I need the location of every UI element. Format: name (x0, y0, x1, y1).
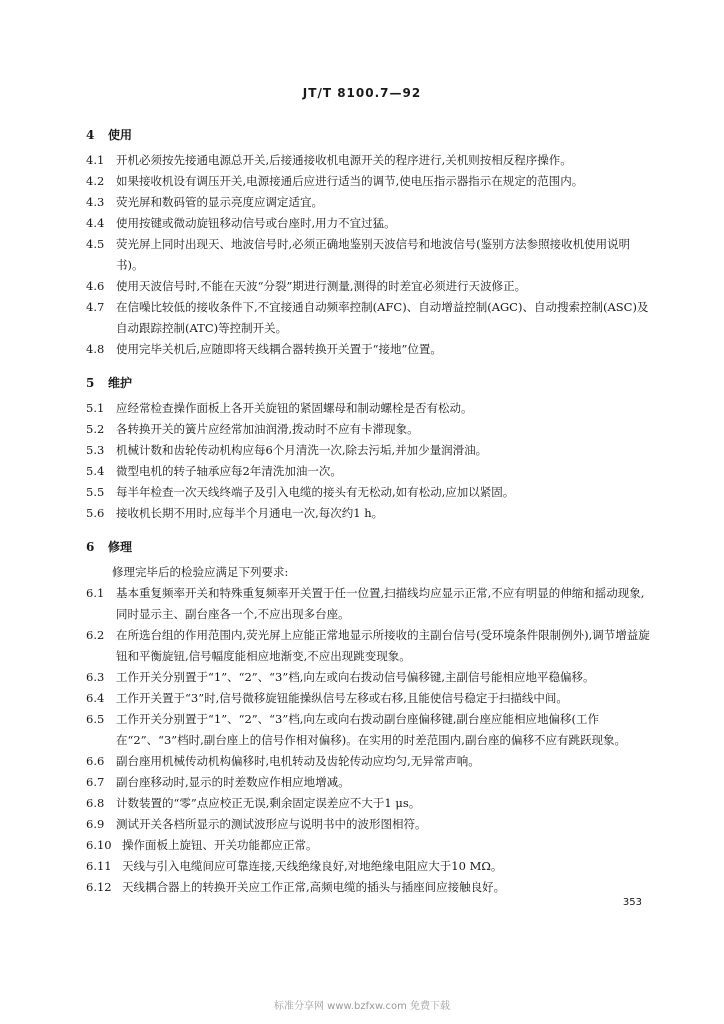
section-6-intro: 修理完毕后的检验应满足下列要求: (112, 565, 289, 579)
section-number: 6 (86, 540, 95, 554)
section-5-title (86, 374, 132, 391)
page-number: 353 (622, 897, 642, 908)
clause-5-1: 5.1 应经常检查操作面板上各开关旋钮的紧固螺母和制动螺栓是否有松动。 (86, 401, 473, 415)
clause-6-7: 6.7 副台座移动时,显示的时差数应作相应地增减。 (86, 775, 350, 789)
clause-5-3: 5.3 机械计数和齿轮传动机构应每6个月清洗一次,除去污垢,并加少量润滑油。 (86, 443, 488, 457)
section-number: 5 (86, 376, 95, 390)
clause-6-6: 6.6 副台座用机械传动机构偏移时,电机转动及齿轮传动应均匀,无异常声响。 (86, 754, 480, 768)
section-title-text: 修理 (108, 540, 133, 554)
clause-4-1: 4.1 开机必须按先接通电源总开关,后接通接收机电源开关的程序进行,关机则按相反程序操作。 (86, 153, 572, 167)
clause-4-3: 4.3 荧光屏和数码管的显示亮度应调定适宜。 (86, 195, 323, 209)
clause-6-4: 6.4 工作开关置于“3”时,信号微移旋钮能操纵信号左移或右移,且能使信号稳定于扫描线中间。 (86, 691, 568, 705)
clause-4-7: 4.7 在信噪比较低的接收条件下,不宜接通自动频率控制(AFC)、自动增益控制(AGC)、自动搜索控制(ASC)及自动跟踪控制(ATC)等控制开关。 (86, 300, 649, 335)
section-6-title (86, 538, 132, 555)
clause-4-4: 4.4 使用按键或微动旋钮移动信号或台座时,用力不宜过猛。 (86, 216, 396, 230)
clause-6-11: 6.11 天线与引入电缆间应可靠连接,天线绝缘良好,对地绝缘电阻应大于10 MΩ。 (86, 859, 503, 873)
clause-5-4: 5.4 微型电机的转子轴承应每2年清洗加油一次。 (86, 464, 342, 478)
site-watermark-footer: 标准分享网 www.bzfxw.com 免费下载 (274, 1001, 450, 1012)
clause-6-10: 6.10 操作面板上旋钮、开关功能都应正常。 (86, 838, 318, 852)
section-title-text: 使用 (108, 128, 133, 142)
clause-6-5: 6.5 工作开关分别置于“1”、“2”、“3”档,向左或向右拨动副台座偏移键,副台座应能相应地偏移(工作在“2”、“3”档时,副台座上的信号作相对偏移)。在实用的时差范围内,副台座的偏移不应有跳跃现象。 (86, 712, 626, 747)
section-number: 4 (86, 128, 95, 142)
clause-5-2: 5.2 各转换开关的簧片应经常加油润滑,拨动时不应有卡滞现象。 (86, 422, 419, 436)
clause-6-8: 6.8 计数装置的“零”点应校正无误,剩余固定误差应不大于1 μs。 (86, 796, 421, 810)
clause-5-5: 5.5 每半年检查一次天线终端子及引入电缆的接头有无松动,如有松动,应加以紧固。 (86, 485, 515, 499)
clause-4-2: 4.2 如果接收机设有调压开关,电源接通后应进行适当的调节,使电压指示器指示在规定的范围内。 (86, 174, 584, 188)
clause-6-12: 6.12 天线耦合器上的转换开关应工作正常,高频电缆的插头与插座间应接触良好。 (86, 880, 506, 894)
clause-4-6: 4.6 使用天波信号时,不能在天波“分裂”期进行测量,测得的时差宜必须进行天波修正。 (86, 279, 527, 293)
clause-6-9: 6.9 测试开关各档所显示的测试波形应与说明书中的波形图相符。 (86, 817, 427, 831)
standard-number-header: JT/T 8100.7—92 (302, 86, 422, 100)
clause-5-6: 5.6 接收机长期不用时,应每半个月通电一次,每次约1 h。 (86, 506, 384, 520)
clause-4-8: 4.8 使用完毕关机后,应随即将天线耦合器转换开关置于“接地”位置。 (86, 342, 442, 356)
section-4-title (86, 126, 132, 143)
clause-6-1: 6.1 基本重复频率开关和特殊重复频率开关置于任一位置,扫描线均应显示正常,不应有明显的伸缩和摇动现象,同时显示主、副台座各一个,不应出现多台座。 (86, 586, 645, 621)
clause-6-3: 6.3 工作开关分别置于“1”、“2”、“3”档,向左或向右拨动信号偏移键,主副信号能相应地平稳偏移。 (86, 670, 595, 684)
clause-4-5: 4.5 荧光屏上同时出现天、地波信号时,必须正确地鉴别天波信号和地波信号(鉴别方法参照接收机使用说明书)。 (86, 237, 631, 272)
clause-6-2: 6.2 在所选台组的作用范围内,荧光屏上应能正常地显示所接收的主副台信号(受环境条件限制例外),调节增益旋钮和平衡旋钮,信号幅度能相应地渐变,不应出现跳变现象。 (86, 628, 650, 663)
section-title-text: 维护 (108, 376, 133, 390)
